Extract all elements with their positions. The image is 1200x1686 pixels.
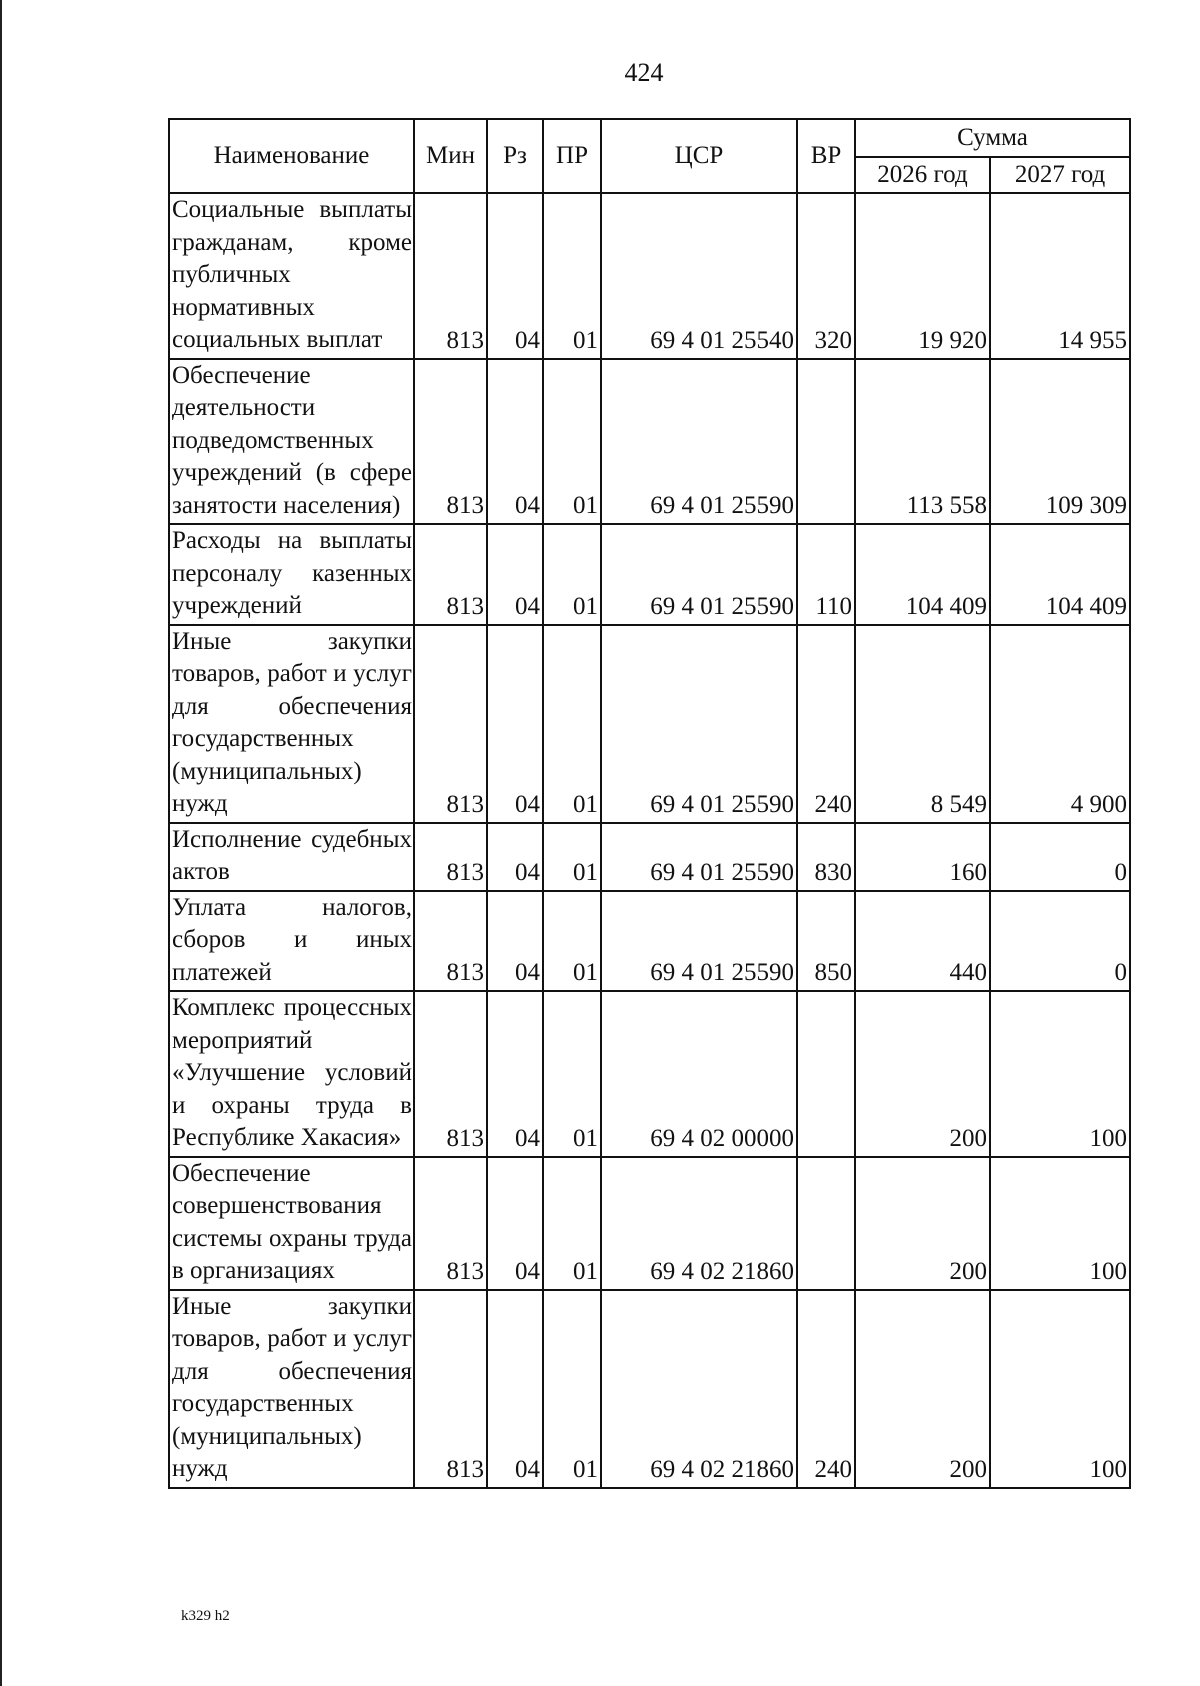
row-pr-cell: 01 — [543, 1157, 601, 1290]
row-rz-cell: 04 — [487, 991, 543, 1157]
footer-code: k329 h2 — [181, 1608, 230, 1624]
row-name-cell: Комплекс процессных мероприятий «Улучшение условий и охраны труда в Республике Хакасия» — [169, 991, 414, 1157]
row-sum-2027-cell: 100 — [990, 1157, 1130, 1290]
row-sum-2026-cell: 104 409 — [855, 524, 990, 625]
row-csr-cell: 69 4 01 25590 — [601, 891, 797, 992]
budget-table — [168, 118, 1131, 1489]
row-rz-cell: 04 — [487, 823, 543, 891]
row-name-cell: Исполнение судебных актов — [169, 823, 414, 891]
row-csr-cell: 69 4 02 21860 — [601, 1157, 797, 1290]
row-min-cell: 813 — [414, 891, 487, 992]
row-min-cell: 813 — [414, 1157, 487, 1290]
table-body — [169, 193, 1130, 1488]
row-min-cell: 813 — [414, 359, 487, 525]
row-csr-cell: 69 4 01 25590 — [601, 823, 797, 891]
row-name-cell: Социальные выплаты гражданам, кроме публичных нормативных социальных выплат — [169, 193, 414, 359]
row-name-cell: Иные закупки товаров, работ и услуг для обеспечения государственных (муниципальных) нужд — [169, 1290, 414, 1488]
row-rz-cell: 04 — [487, 625, 543, 823]
header-csr: ЦСР — [601, 119, 797, 193]
row-vr-cell: 110 — [797, 524, 855, 625]
row-vr-cell: 320 — [797, 193, 855, 359]
row-csr-cell: 69 4 01 25590 — [601, 524, 797, 625]
row-pr-cell: 01 — [543, 524, 601, 625]
row-csr-cell: 69 4 02 00000 — [601, 991, 797, 1157]
page-left-edge — [0, 0, 2, 1686]
row-csr-cell: 69 4 02 21860 — [601, 1290, 797, 1488]
row-sum-2026-cell: 440 — [855, 891, 990, 992]
header-min: Мин — [414, 119, 487, 193]
row-sum-2026-cell: 113 558 — [855, 359, 990, 525]
row-name-cell: Обеспечение деятельности подведомственных учреждений (в сфере занятости населения) — [169, 359, 414, 525]
row-vr-cell: 240 — [797, 625, 855, 823]
row-vr-cell — [797, 991, 855, 1157]
table-row — [169, 823, 1130, 891]
row-sum-2027-cell: 100 — [990, 1290, 1130, 1488]
row-csr-cell: 69 4 01 25590 — [601, 359, 797, 525]
row-min-cell: 813 — [414, 193, 487, 359]
row-vr-cell — [797, 359, 855, 525]
row-rz-cell: 04 — [487, 1157, 543, 1290]
row-rz-cell: 04 — [487, 891, 543, 992]
row-pr-cell: 01 — [543, 891, 601, 992]
row-rz-cell: 04 — [487, 193, 543, 359]
row-min-cell: 813 — [414, 991, 487, 1157]
row-sum-2026-cell: 8 549 — [855, 625, 990, 823]
header-name: Наименование — [169, 119, 414, 193]
row-name-cell: Обеспечение совершенствования системы охраны труда в организациях — [169, 1157, 414, 1290]
row-name-cell: Уплата налогов, сборов и иных платежей — [169, 891, 414, 992]
header-rz: Рз — [487, 119, 543, 193]
row-sum-2026-cell: 200 — [855, 991, 990, 1157]
row-csr-cell: 69 4 01 25540 — [601, 193, 797, 359]
table-row — [169, 1157, 1130, 1290]
row-name-cell: Расходы на выплаты персоналу казенных учреждений — [169, 524, 414, 625]
row-min-cell: 813 — [414, 1290, 487, 1488]
row-sum-2026-cell: 200 — [855, 1290, 990, 1488]
row-rz-cell: 04 — [487, 1290, 543, 1488]
row-pr-cell: 01 — [543, 823, 601, 891]
row-sum-2026-cell: 19 920 — [855, 193, 990, 359]
header-vr: ВР — [797, 119, 855, 193]
row-min-cell: 813 — [414, 823, 487, 891]
row-vr-cell — [797, 1157, 855, 1290]
header-year-2027: 2027 год — [990, 157, 1130, 193]
row-sum-2027-cell: 0 — [990, 823, 1130, 891]
header-pr: ПР — [543, 119, 601, 193]
row-sum-2027-cell: 14 955 — [990, 193, 1130, 359]
table-row — [169, 991, 1130, 1157]
table-row — [169, 524, 1130, 625]
header-sum: Сумма — [855, 119, 1130, 157]
row-pr-cell: 01 — [543, 1290, 601, 1488]
table-row — [169, 891, 1130, 992]
row-vr-cell: 830 — [797, 823, 855, 891]
page-number: 424 — [624, 58, 664, 87]
table-row — [169, 359, 1130, 525]
row-pr-cell: 01 — [543, 625, 601, 823]
row-csr-cell: 69 4 01 25590 — [601, 625, 797, 823]
row-sum-2027-cell: 109 309 — [990, 359, 1130, 525]
row-vr-cell: 240 — [797, 1290, 855, 1488]
row-sum-2026-cell: 160 — [855, 823, 990, 891]
row-rz-cell: 04 — [487, 524, 543, 625]
row-pr-cell: 01 — [543, 359, 601, 525]
table-row — [169, 193, 1130, 359]
row-sum-2026-cell: 200 — [855, 1157, 990, 1290]
row-sum-2027-cell: 104 409 — [990, 524, 1130, 625]
row-vr-cell: 850 — [797, 891, 855, 992]
row-sum-2027-cell: 100 — [990, 991, 1130, 1157]
row-rz-cell: 04 — [487, 359, 543, 525]
row-name-cell: Иные закупки товаров, работ и услуг для обеспечения государственных (муниципальных) нужд — [169, 625, 414, 823]
table-row — [169, 625, 1130, 823]
header-year-2026: 2026 год — [855, 157, 990, 193]
row-sum-2027-cell: 0 — [990, 891, 1130, 992]
row-min-cell: 813 — [414, 524, 487, 625]
row-pr-cell: 01 — [543, 991, 601, 1157]
table-row — [169, 1290, 1130, 1488]
row-pr-cell: 01 — [543, 193, 601, 359]
row-min-cell: 813 — [414, 625, 487, 823]
row-sum-2027-cell: 4 900 — [990, 625, 1130, 823]
